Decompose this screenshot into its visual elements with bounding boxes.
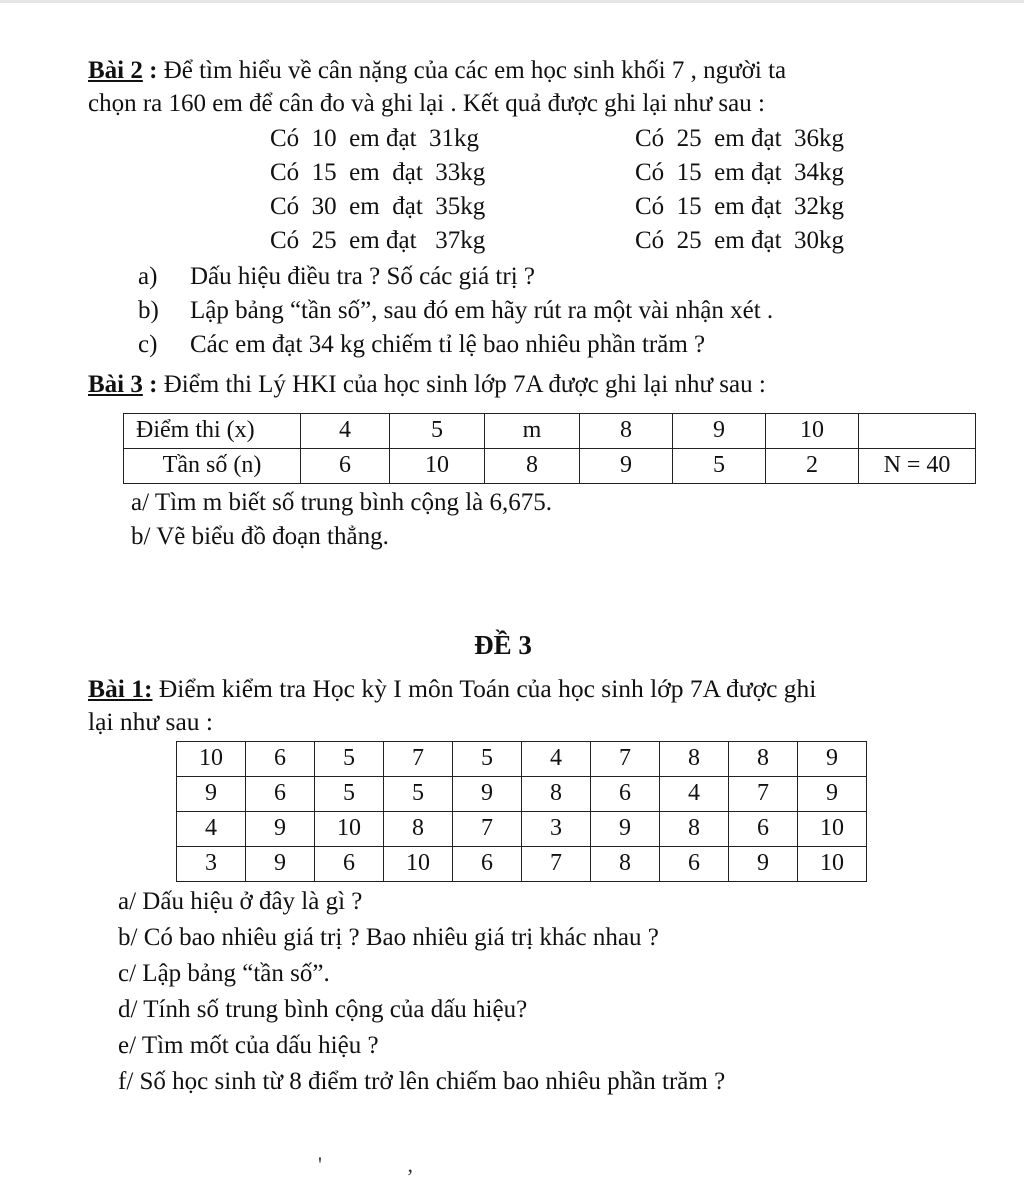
table-cell: 6: [591, 776, 660, 811]
bai3-label: Bài 3: [88, 371, 143, 398]
table-cell: 9: [246, 811, 315, 846]
table-cell: 6: [315, 846, 384, 881]
table-cell: 7: [522, 846, 591, 881]
table-cell: 7: [729, 776, 798, 811]
table-cell: 8: [729, 741, 798, 776]
table-cell: [859, 414, 976, 449]
question-item: [138, 328, 988, 362]
bai3-colon: :: [142, 371, 164, 398]
table-cell: Tần số (n): [124, 449, 301, 484]
subquestion-item: a/ Tìm m biết số trung bình cộng là 6,675.: [131, 489, 553, 516]
bai1-questions: [118, 884, 988, 1100]
table-cell: 10: [390, 449, 485, 484]
bai2-paragraph: [88, 54, 988, 120]
question-item: f/ Số học sinh từ 8 điểm trở lên chiếm bao nhiêu phần trăm ?: [118, 1067, 726, 1095]
table-cell: 10: [798, 811, 867, 846]
weight-entry: Có 15 em đạt 33kg: [270, 159, 486, 186]
weight-entry: Có 30 em đạt 35kg: [270, 193, 486, 220]
question-text: Lập bảng “tần số”, sau đó em hãy rút ra một vài nhận xét .: [190, 297, 774, 324]
bai3-line: Điểm thi Lý HKI của học sinh lớp 7A được ghi lại như sau :: [163, 371, 766, 398]
bai1-scores-table: [176, 741, 867, 882]
weight-entry: Có 15 em đạt 32kg: [635, 193, 845, 220]
table-cell: 9: [729, 846, 798, 881]
top-border: [0, 0, 1024, 3]
table-cell: 10: [315, 811, 384, 846]
bai2-line1: Để tìm hiểu về cân nặng của các em học sinh khối 7 , người ta: [163, 57, 787, 84]
question-item: [138, 260, 988, 294]
table-cell: 7: [591, 741, 660, 776]
table-cell: 9: [177, 776, 246, 811]
table-cell: 8: [522, 776, 591, 811]
question-text: Dấu hiệu điều tra ? Số các giá trị ?: [190, 263, 535, 290]
bai3-subquestions: [131, 486, 988, 554]
bai1-paragraph: [88, 672, 988, 739]
table-row: [177, 776, 867, 811]
table-row: [177, 741, 867, 776]
table-cell: 2: [766, 449, 859, 484]
table-cell: 5: [390, 414, 485, 449]
table-cell: 4: [301, 414, 390, 449]
table-cell: 6: [301, 449, 390, 484]
table-cell: 9: [453, 776, 522, 811]
table-row: [124, 449, 976, 484]
bai3-frequency-table: [123, 413, 976, 484]
table-cell: 9: [673, 414, 766, 449]
weight-entry: Có 25 em đạt 36kg: [635, 125, 845, 152]
table-cell: 6: [246, 741, 315, 776]
table-cell: 3: [522, 811, 591, 846]
question-item: d/ Tính số trung bình cộng của dấu hiệu?: [118, 995, 528, 1023]
weight-entry: Có 10 em đạt 31kg: [270, 125, 480, 152]
table-cell: 9: [580, 449, 673, 484]
table-cell: 8: [485, 449, 580, 484]
table-cell: 10: [177, 741, 246, 776]
table-cell: 9: [798, 776, 867, 811]
table-row: [177, 846, 867, 881]
table-cell: 8: [384, 811, 453, 846]
question-mark: a): [138, 263, 158, 290]
table-row: [124, 414, 976, 449]
stray-marks: ' ,: [318, 1152, 453, 1177]
bai1-line1: Điểm kiểm tra Học kỳ I môn Toán của học sinh lớp 7A được ghi: [158, 673, 817, 703]
weight-entry: Có 25 em đạt 30kg: [635, 227, 845, 254]
table-cell: 6: [660, 846, 729, 881]
table-cell: 8: [660, 741, 729, 776]
table-cell: 7: [384, 741, 453, 776]
table-cell: 5: [453, 741, 522, 776]
table-cell: 5: [315, 776, 384, 811]
table-cell: 4: [522, 741, 591, 776]
table-cell: 4: [177, 811, 246, 846]
question-mark: b): [138, 297, 159, 324]
table-cell: 9: [591, 811, 660, 846]
question-mark: c): [138, 331, 158, 358]
table-cell: 8: [580, 414, 673, 449]
question-item: c/ Lập bảng “tần số”.: [118, 959, 330, 987]
table-cell: 10: [766, 414, 859, 449]
question-text: Các em đạt 34 kg chiếm tỉ lệ bao nhiêu phần trăm ?: [190, 331, 706, 358]
question-item: b/ Có bao nhiêu giá trị ? Bao nhiêu giá trị khác nhau ?: [118, 923, 659, 951]
bai2-label: Bài 2: [88, 57, 143, 84]
table-cell: 10: [384, 846, 453, 881]
table-cell: 9: [798, 741, 867, 776]
bai2-questions: [138, 260, 988, 362]
table-cell: 10: [798, 846, 867, 881]
table-cell: 4: [660, 776, 729, 811]
table-cell: N = 40: [859, 449, 976, 484]
document-page: [88, 54, 988, 1100]
subquestion-item: b/ Vẽ biểu đồ đoạn thẳng.: [131, 523, 389, 550]
table-cell: Điểm thi (x): [124, 414, 301, 449]
table-cell: 5: [315, 741, 384, 776]
question-item: a/ Dấu hiệu ở đây là gì ?: [118, 887, 363, 915]
table-cell: 7: [453, 811, 522, 846]
bai2-colon: :: [142, 57, 164, 84]
table-cell: 6: [246, 776, 315, 811]
table-cell: 8: [660, 811, 729, 846]
table-cell: 6: [453, 846, 522, 881]
bai1-label: Bài 1:: [88, 673, 153, 703]
table-row: [177, 811, 867, 846]
weight-entry: Có 25 em đạt 37kg: [270, 227, 486, 254]
weight-entry: Có 15 em đạt 34kg: [635, 159, 845, 186]
table-cell: 5: [384, 776, 453, 811]
bai3-paragraph: [88, 368, 988, 401]
de3-heading: ĐỀ 3: [474, 630, 532, 660]
bai1-line2: lại như sau :: [88, 707, 214, 737]
table-cell: 8: [591, 846, 660, 881]
table-cell: 6: [729, 811, 798, 846]
table-cell: 9: [246, 846, 315, 881]
bai2-weights-grid: [270, 122, 988, 258]
question-item: [138, 294, 988, 328]
table-cell: 5: [673, 449, 766, 484]
question-item: e/ Tìm mốt của dấu hiệu ?: [118, 1031, 379, 1059]
bai2-line2: chọn ra 160 em để cân đo và ghi lại . Kết quả được ghi lại như sau :: [88, 90, 765, 117]
table-cell: m: [485, 414, 580, 449]
table-cell: 3: [177, 846, 246, 881]
